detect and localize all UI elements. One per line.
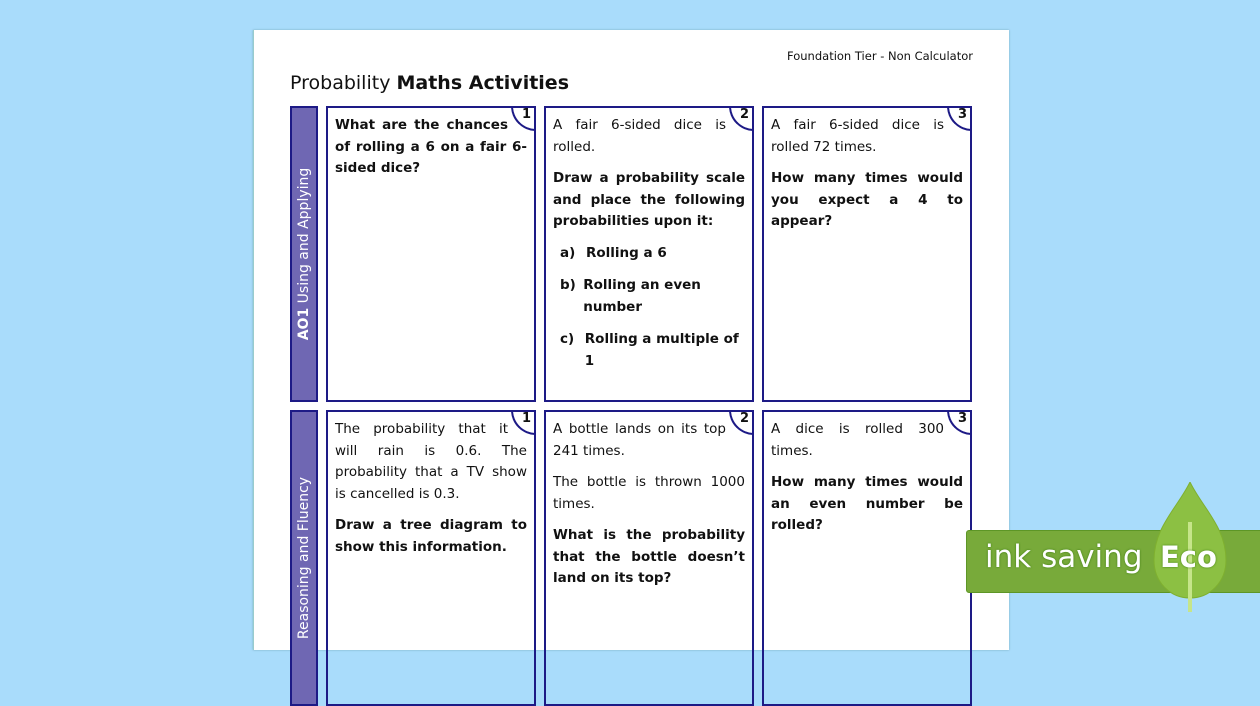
list-letter: a) (560, 244, 576, 261)
question-card (326, 106, 536, 402)
list-letter: b) (560, 277, 576, 293)
section-title: Reasoning and Fluency (296, 476, 312, 640)
list-item (560, 329, 745, 372)
title-light: Probability (290, 72, 391, 94)
ink-saving-text: ink saving (985, 539, 1143, 575)
list-letter: c) (560, 331, 575, 347)
list-item (560, 243, 745, 265)
section-label-text (296, 477, 312, 639)
list-text: Rolling a 6 (586, 244, 667, 261)
question-text: What are the chances of rolling a 6 on a fair 6-sided dice? (335, 117, 527, 176)
question-text: The bottle is thrown 1000 times. (553, 474, 745, 512)
question-text: A fair 6-sided dice is rolled. (553, 117, 726, 155)
question-card (544, 106, 754, 402)
section-code: AO1 (296, 307, 312, 341)
list-text: Rolling an even number (583, 277, 701, 315)
question-number: 1 (511, 410, 536, 435)
question-text: A fair 6-sided dice is rolled 72 times. (771, 117, 944, 155)
question-number: 2 (729, 106, 754, 131)
eco-text: Eco (1160, 540, 1217, 574)
question-number: 1 (511, 106, 536, 131)
list-text: Rolling a multiple of 1 (584, 331, 739, 369)
page-title (290, 72, 569, 94)
section-label-text (296, 168, 312, 341)
section-label (290, 106, 318, 402)
question-number: 3 (947, 410, 972, 435)
question-number: 3 (947, 106, 972, 131)
title-bold: Maths Activities (396, 72, 569, 94)
section-label (290, 410, 318, 706)
question-text: Draw a probability scale and place the following probabilities upon it: (553, 170, 745, 229)
question-card (762, 106, 972, 402)
question-card (326, 410, 536, 706)
list-item (560, 275, 745, 318)
tier-label: Foundation Tier - Non Calculator (787, 49, 973, 63)
question-text: How many times would an even number be rolled? (771, 474, 963, 533)
question-text: A dice is rolled 300 times. (771, 421, 944, 459)
question-text: How many times would you expect a 4 to appear? (771, 170, 963, 229)
question-text: What is the probability that the bottle doesn’t land on its top? (553, 527, 745, 586)
question-text: The probability that it will rain is 0.6. The probability that a TV show is cancelled is 0.3. (335, 421, 527, 502)
question-text: Draw a tree diagram to show this information. (335, 517, 527, 555)
question-text: A bottle lands on its top 241 times. (553, 421, 726, 459)
worksheet-page (253, 30, 1009, 650)
question-card (762, 410, 972, 706)
question-card (544, 410, 754, 706)
question-number: 2 (729, 410, 754, 435)
section-title: Using and Applying (296, 167, 312, 308)
